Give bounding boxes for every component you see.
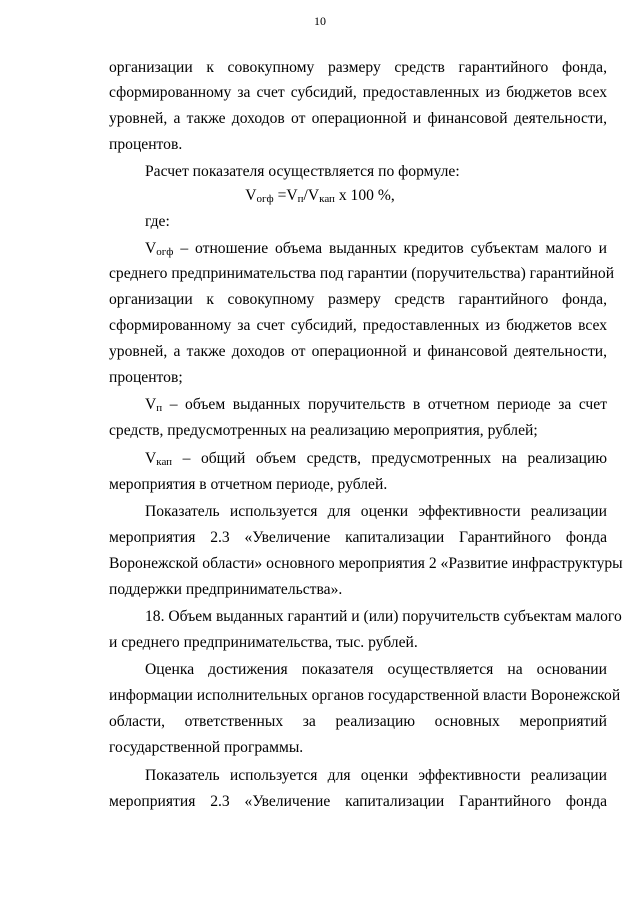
- definition-line: $V_{кап}$ – общий объем средств, предусмотренных на реализацию: [145, 450, 608, 468]
- text-line: процентов;: [109, 369, 183, 386]
- text-line: Показатель используется для оценки эффективности реализации: [145, 503, 607, 520]
- text-line: области, ответственных за реализацию основных мероприятий: [109, 713, 607, 730]
- text-line: поддержки предпринимательства».: [109, 581, 343, 598]
- text-line: средств, предусмотренных на реализацию мероприятия, рублей;: [109, 422, 538, 439]
- text-line: Оценка достижения показателя осуществляется на основании: [145, 661, 607, 678]
- text-line: сформированному за счет субсидий, предоставленных из бюджетов всех: [109, 317, 607, 334]
- text-line: уровней, а также доходов от операционной и финансовой деятельности,: [109, 343, 607, 360]
- text-line: Воронежской области» основного мероприятия 2 «Развитие инфраструктуры: [109, 555, 623, 572]
- text-line: мероприятия в отчетном периоде, рублей.: [109, 476, 388, 493]
- text-line: организации к совокупному размеру средств гарантийного фонда,: [109, 291, 607, 308]
- text-line: Показатель используется для оценки эффективности реализации: [145, 767, 607, 784]
- text-line: уровней, а также доходов от операционной и финансовой деятельности,: [109, 110, 607, 127]
- text-line: организации к совокупному размеру средств гарантийного фонда,: [109, 59, 607, 76]
- text-line: и среднего предпринимательства, тыс. рублей.: [109, 634, 418, 651]
- text-line: государственной программы.: [109, 739, 304, 756]
- text-line: мероприятия 2.3 «Увеличение капитализации Гарантийного фонда: [109, 529, 607, 546]
- text-line: сформированному за счет субсидий, предоставленных из бюджетов всех: [109, 84, 607, 101]
- text-line: среднего предпринимательства под гарантии (поручительства) гарантийной: [109, 265, 615, 282]
- text-line: мероприятия 2.3 «Увеличение капитализации Гарантийного фонда: [109, 793, 607, 810]
- page-number: 10: [314, 14, 326, 28]
- definition-line: $V_п$ – объем выданных поручительств в отчетном периоде за счет: [145, 396, 608, 414]
- text-line: Расчет показателя осуществляется по формуле:: [145, 163, 460, 180]
- formula: $V_{огф} =V_п/V_{кап}$ x 100 %,: [245, 187, 395, 205]
- text-line: где:: [145, 213, 170, 230]
- text-line: 18. Объем выданных гарантий и (или) поручительств субъектам малого: [145, 608, 622, 625]
- text-line: информации исполнительных органов государственной власти Воронежской: [109, 687, 621, 704]
- text-line: процентов.: [109, 136, 183, 153]
- definition-line: $V_{огф}$ – отношение объема выданных кредитов субъектам малого и: [145, 240, 607, 258]
